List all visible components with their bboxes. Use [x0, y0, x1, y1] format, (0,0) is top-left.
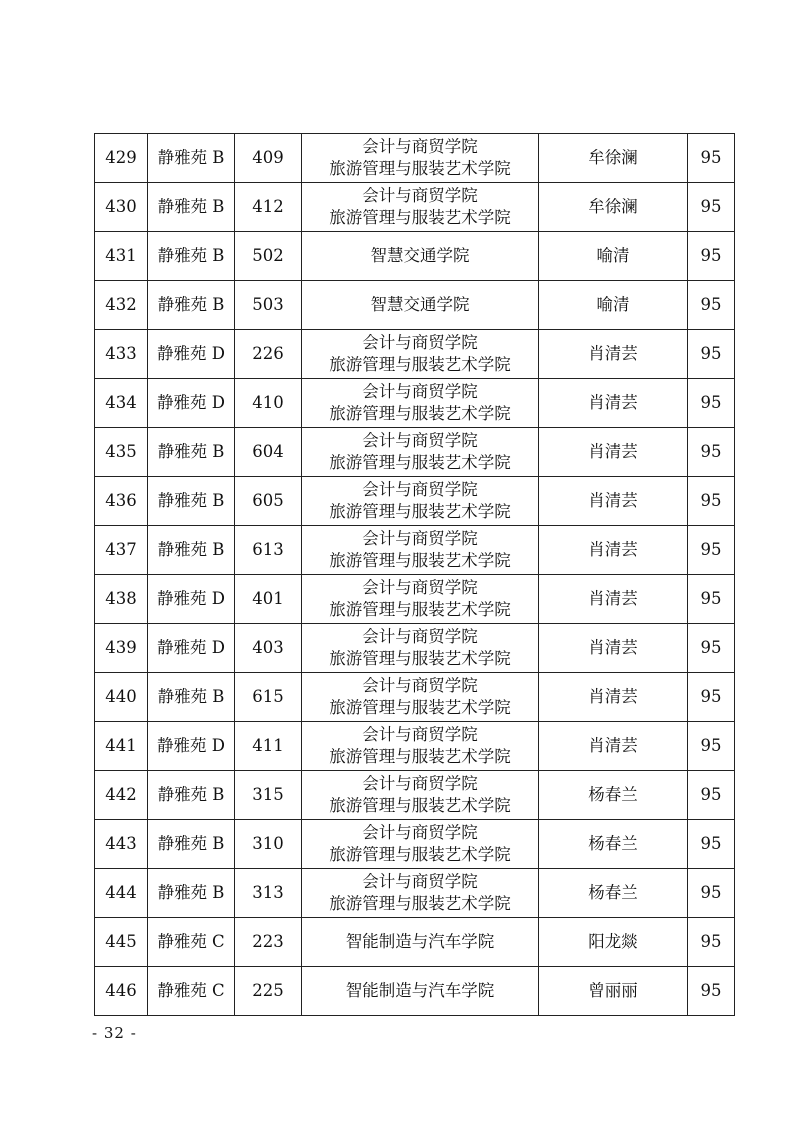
college-cell [302, 820, 539, 869]
college-line: 旅游管理与服装艺术学院 [329, 404, 511, 423]
score-cell: 95 [688, 624, 735, 673]
college-line: 旅游管理与服装艺术学院 [329, 894, 511, 913]
table-row [95, 526, 735, 575]
score-cell: 95 [688, 722, 735, 771]
building-cell: 静雅苑 B [148, 820, 235, 869]
row-number-cell: 433 [95, 330, 148, 379]
inspector-cell: 喻清 [539, 281, 688, 330]
inspector-cell: 肖清芸 [539, 575, 688, 624]
room-cell: 223 [235, 918, 302, 967]
room-cell: 615 [235, 673, 302, 722]
room-cell: 613 [235, 526, 302, 575]
building-cell: 静雅苑 B [148, 526, 235, 575]
score-cell: 95 [688, 673, 735, 722]
room-cell: 226 [235, 330, 302, 379]
college-cell [302, 918, 539, 967]
score-cell: 95 [688, 967, 735, 1016]
building-cell: 静雅苑 B [148, 134, 235, 183]
row-number-cell: 444 [95, 869, 148, 918]
row-number-cell: 441 [95, 722, 148, 771]
building-cell: 静雅苑 B [148, 281, 235, 330]
college-line: 会计与商贸学院 [362, 823, 478, 842]
room-cell: 313 [235, 869, 302, 918]
building-cell: 静雅苑 B [148, 771, 235, 820]
row-number-cell: 430 [95, 183, 148, 232]
table-row [95, 967, 735, 1016]
row-number-cell: 439 [95, 624, 148, 673]
building-cell: 静雅苑 C [148, 967, 235, 1016]
inspector-cell: 曾丽丽 [539, 967, 688, 1016]
table-row [95, 722, 735, 771]
college-cell [302, 575, 539, 624]
college-line: 旅游管理与服装艺术学院 [329, 698, 511, 717]
room-cell: 502 [235, 232, 302, 281]
inspector-cell: 肖清芸 [539, 379, 688, 428]
row-number-cell: 442 [95, 771, 148, 820]
score-cell: 95 [688, 330, 735, 379]
table-row [95, 330, 735, 379]
inspector-cell: 牟徐澜 [539, 183, 688, 232]
room-cell: 225 [235, 967, 302, 1016]
table-row [95, 281, 735, 330]
college-cell [302, 232, 539, 281]
room-cell: 604 [235, 428, 302, 477]
table-row [95, 771, 735, 820]
room-cell: 403 [235, 624, 302, 673]
room-cell: 605 [235, 477, 302, 526]
score-cell: 95 [688, 918, 735, 967]
score-cell: 95 [688, 379, 735, 428]
college-line: 旅游管理与服装艺术学院 [329, 600, 511, 619]
college-line: 旅游管理与服装艺术学院 [329, 796, 511, 815]
inspector-cell: 喻清 [539, 232, 688, 281]
building-cell: 静雅苑 B [148, 428, 235, 477]
table-body [95, 134, 735, 1016]
inspector-cell: 阳龙燚 [539, 918, 688, 967]
row-number-cell: 432 [95, 281, 148, 330]
college-cell [302, 526, 539, 575]
college-line: 旅游管理与服装艺术学院 [329, 453, 511, 472]
score-cell: 95 [688, 232, 735, 281]
row-number-cell: 437 [95, 526, 148, 575]
college-line: 旅游管理与服装艺术学院 [329, 159, 511, 178]
college-line: 会计与商贸学院 [362, 627, 478, 646]
table-row [95, 379, 735, 428]
row-number-cell: 440 [95, 673, 148, 722]
inspector-cell: 肖清芸 [539, 673, 688, 722]
college-cell [302, 330, 539, 379]
table-row [95, 232, 735, 281]
inspector-cell: 肖清芸 [539, 477, 688, 526]
college-line: 会计与商贸学院 [362, 186, 478, 205]
score-cell: 95 [688, 134, 735, 183]
college-cell [302, 771, 539, 820]
building-cell: 静雅苑 B [148, 477, 235, 526]
score-cell: 95 [688, 526, 735, 575]
college-line: 旅游管理与服装艺术学院 [329, 649, 511, 668]
room-cell: 315 [235, 771, 302, 820]
college-cell [302, 673, 539, 722]
score-cell: 95 [688, 281, 735, 330]
page-number: - 32 - [92, 1024, 137, 1042]
college-line: 智慧交通学院 [370, 246, 470, 265]
dormitory-score-table [94, 133, 735, 1016]
college-cell [302, 869, 539, 918]
table-row [95, 869, 735, 918]
college-line: 智慧交通学院 [370, 295, 470, 314]
table-row [95, 673, 735, 722]
row-number-cell: 446 [95, 967, 148, 1016]
college-line: 智能制造与汽车学院 [345, 932, 495, 951]
college-cell [302, 183, 539, 232]
room-cell: 410 [235, 379, 302, 428]
inspector-cell: 牟徐澜 [539, 134, 688, 183]
college-line: 会计与商贸学院 [362, 333, 478, 352]
room-cell: 401 [235, 575, 302, 624]
room-cell: 503 [235, 281, 302, 330]
score-cell: 95 [688, 428, 735, 477]
inspector-cell: 杨春兰 [539, 820, 688, 869]
college-line: 会计与商贸学院 [362, 578, 478, 597]
building-cell: 静雅苑 D [148, 330, 235, 379]
building-cell: 静雅苑 B [148, 869, 235, 918]
row-number-cell: 436 [95, 477, 148, 526]
college-cell [302, 428, 539, 477]
table-row [95, 575, 735, 624]
row-number-cell: 429 [95, 134, 148, 183]
table-row [95, 918, 735, 967]
college-line: 会计与商贸学院 [362, 137, 478, 156]
college-line: 会计与商贸学院 [362, 431, 478, 450]
college-cell [302, 134, 539, 183]
table-row [95, 820, 735, 869]
college-line: 旅游管理与服装艺术学院 [329, 208, 511, 227]
table-row [95, 428, 735, 477]
score-cell: 95 [688, 183, 735, 232]
college-line: 旅游管理与服装艺术学院 [329, 747, 511, 766]
score-cell: 95 [688, 771, 735, 820]
building-cell: 静雅苑 D [148, 379, 235, 428]
building-cell: 静雅苑 D [148, 624, 235, 673]
building-cell: 静雅苑 D [148, 722, 235, 771]
college-line: 会计与商贸学院 [362, 774, 478, 793]
row-number-cell: 435 [95, 428, 148, 477]
table-row [95, 183, 735, 232]
score-cell: 95 [688, 820, 735, 869]
row-number-cell: 445 [95, 918, 148, 967]
building-cell: 静雅苑 B [148, 183, 235, 232]
building-cell: 静雅苑 B [148, 673, 235, 722]
inspector-cell: 肖清芸 [539, 526, 688, 575]
room-cell: 411 [235, 722, 302, 771]
inspector-cell: 肖清芸 [539, 722, 688, 771]
college-line: 旅游管理与服装艺术学院 [329, 551, 511, 570]
college-line: 会计与商贸学院 [362, 872, 478, 891]
college-line: 会计与商贸学院 [362, 725, 478, 744]
college-cell [302, 722, 539, 771]
room-cell: 412 [235, 183, 302, 232]
college-cell [302, 281, 539, 330]
college-cell [302, 379, 539, 428]
table-row [95, 134, 735, 183]
score-cell: 95 [688, 477, 735, 526]
college-line: 会计与商贸学院 [362, 529, 478, 548]
table-row [95, 477, 735, 526]
building-cell: 静雅苑 B [148, 232, 235, 281]
inspector-cell: 肖清芸 [539, 330, 688, 379]
inspector-cell: 肖清芸 [539, 624, 688, 673]
room-cell: 310 [235, 820, 302, 869]
college-line: 旅游管理与服装艺术学院 [329, 845, 511, 864]
inspector-cell: 肖清芸 [539, 428, 688, 477]
inspector-cell: 杨春兰 [539, 771, 688, 820]
row-number-cell: 438 [95, 575, 148, 624]
college-line: 旅游管理与服装艺术学院 [329, 502, 511, 521]
row-number-cell: 431 [95, 232, 148, 281]
building-cell: 静雅苑 D [148, 575, 235, 624]
college-cell [302, 967, 539, 1016]
row-number-cell: 434 [95, 379, 148, 428]
table-row [95, 624, 735, 673]
inspector-cell: 杨春兰 [539, 869, 688, 918]
college-line: 智能制造与汽车学院 [345, 981, 495, 1000]
college-line: 旅游管理与服装艺术学院 [329, 355, 511, 374]
college-cell [302, 477, 539, 526]
room-cell: 409 [235, 134, 302, 183]
college-line: 会计与商贸学院 [362, 676, 478, 695]
college-line: 会计与商贸学院 [362, 480, 478, 499]
row-number-cell: 443 [95, 820, 148, 869]
building-cell: 静雅苑 C [148, 918, 235, 967]
college-line: 会计与商贸学院 [362, 382, 478, 401]
score-cell: 95 [688, 869, 735, 918]
college-cell [302, 624, 539, 673]
score-cell: 95 [688, 575, 735, 624]
